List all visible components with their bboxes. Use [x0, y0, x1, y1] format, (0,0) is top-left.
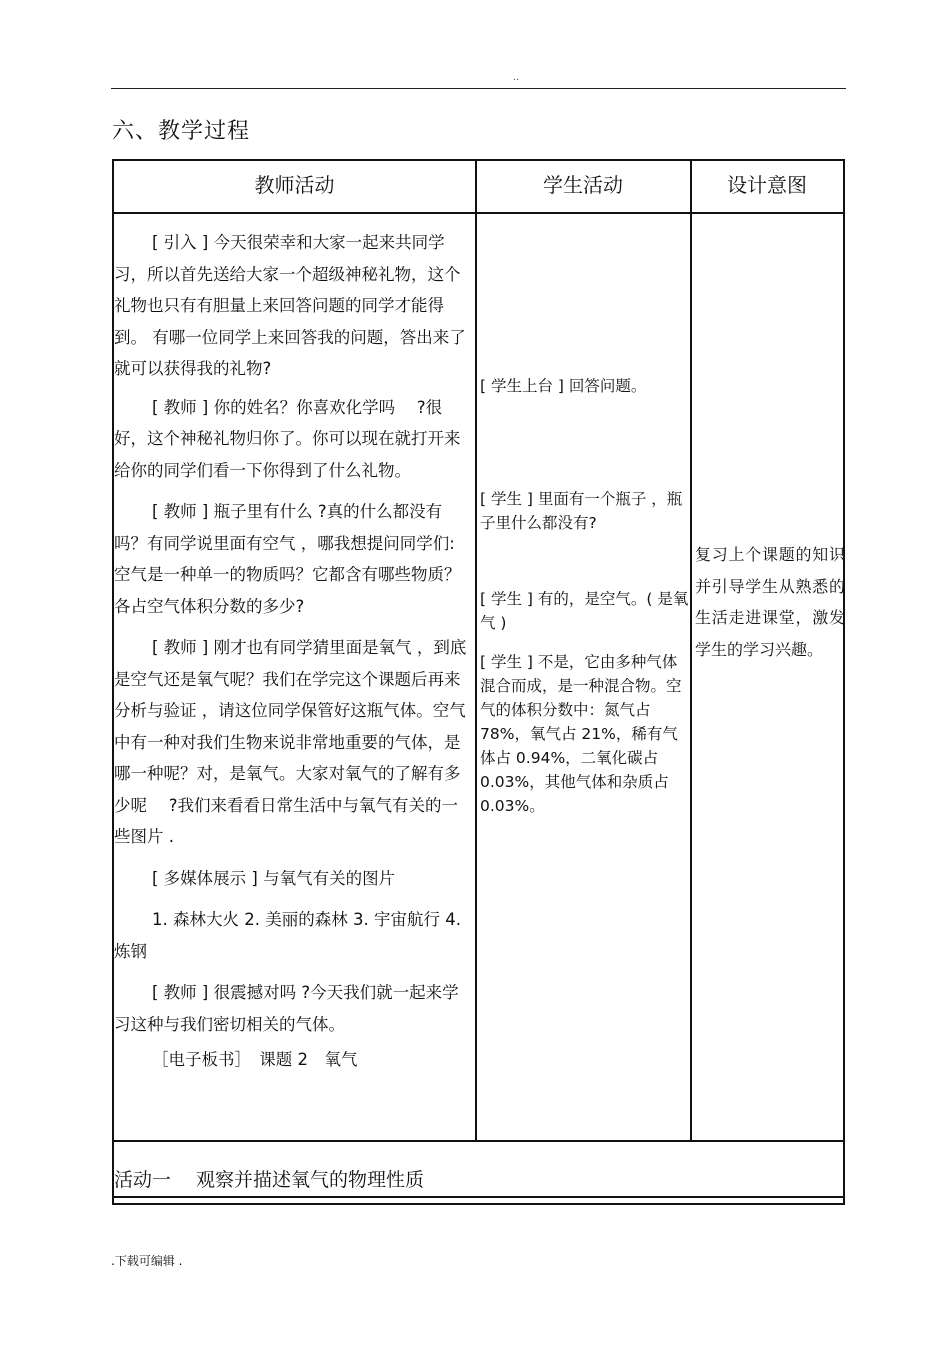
teacher-paragraph-multimedia: [ 多媒体展示 ] 与氧气有关的图片	[152, 868, 396, 888]
teacher-paragraph-conclusion: [ 教师 ] 很震撼对吗 ?今天我们就一起来学习这种与我们密切相关的气体。	[114, 983, 459, 1034]
design-intent-text: 复习上个课题的知识并引导学生从熟悉的生活走进课堂，激发学生的学习兴趣。	[695, 545, 845, 659]
design-intent-cell	[691, 213, 843, 1140]
teacher-paragraph-board: ［电子板书］ 课题 2 氧气	[152, 1050, 358, 1069]
header-design-intent: 设计意图	[727, 173, 807, 197]
activity-one-title: 活动一 观察并描述氧气的物理性质	[114, 1169, 425, 1191]
section-title: 六、教学过程	[112, 119, 251, 144]
header-teacher-activity: 教师活动	[254, 173, 335, 197]
activity-row-divider	[114, 1140, 843, 1142]
teacher-paragraph-bottle: [ 教师 ] 瓶子里有什么 ?真的什么都没有吗？有同学说里面有空气 ，哪我想提问同学们: 空气是一种单一的物质吗？它都含有哪些物质？各占空气体积分数的多少?	[114, 502, 461, 616]
activity-row-bottom	[114, 1196, 843, 1198]
header-student-activity: 学生活动	[543, 173, 623, 197]
teacher-paragraph-intro: [ 引入 ] 今天很荣幸和大家一起来共同学习，所以首先送给大家一个超级神秘礼物，这个礼物也只有有胆量上来回答问题的同学才能得到。 有哪一位同学上来回答我的问题，答出来了就可以获得我的礼物?	[114, 233, 466, 378]
student-answer-1: [ 学生上台 ] 回答问题。	[480, 377, 647, 395]
teacher-paragraph-oxygen: [ 教师 ] 刚才也有同学猜里面是氧气 ，到底是空气还是氧气呢？我们在学完这个课题后再来分析与验证 ，请这位同学保管好这瓶气体。空气中有一种对我们生物来说非常地重要的气体，是哪一种呢？对，是氧气。大家对氧气的了解有多少呢 ?我们来看看日常生活中与氧气有关的一些图片 .	[114, 638, 467, 846]
header-rule	[111, 88, 846, 89]
teacher-paragraph-images-list: 1. 森林大火 2. 美丽的森林 3. 宇宙航行 4. 炼钢	[114, 910, 461, 961]
footer-note: .下载可编辑 .	[111, 1254, 183, 1268]
student-activity-cell	[476, 213, 690, 1140]
teacher-paragraph-name: [ 教师 ] 你的姓名？你喜欢化学吗 ?很好，这个神秘礼物归你了。你可以现在就打开来给你的同学们看一下你得到了什么礼物。	[114, 397, 461, 480]
student-answer-2: [ 学生 ] 里面有一个瓶子 ，瓶子里什么都没有?	[480, 490, 683, 532]
header-dots: ..	[513, 72, 520, 83]
lesson-process-table	[112, 159, 845, 1205]
student-answer-4: [ 学生 ] 不是，它由多种气体混合而成，是一种混合物。空气的体积分数中：氮气占 78%，氧气占 21%，稀有气体占 0.94%，二氧化碳占 0.03%，其他气体和杂质占 0.03%。	[480, 653, 682, 815]
teacher-activity-cell	[114, 227, 472, 1076]
student-answer-3: [ 学生 ] 有的，是空气。( 是氧气 )	[480, 590, 689, 632]
